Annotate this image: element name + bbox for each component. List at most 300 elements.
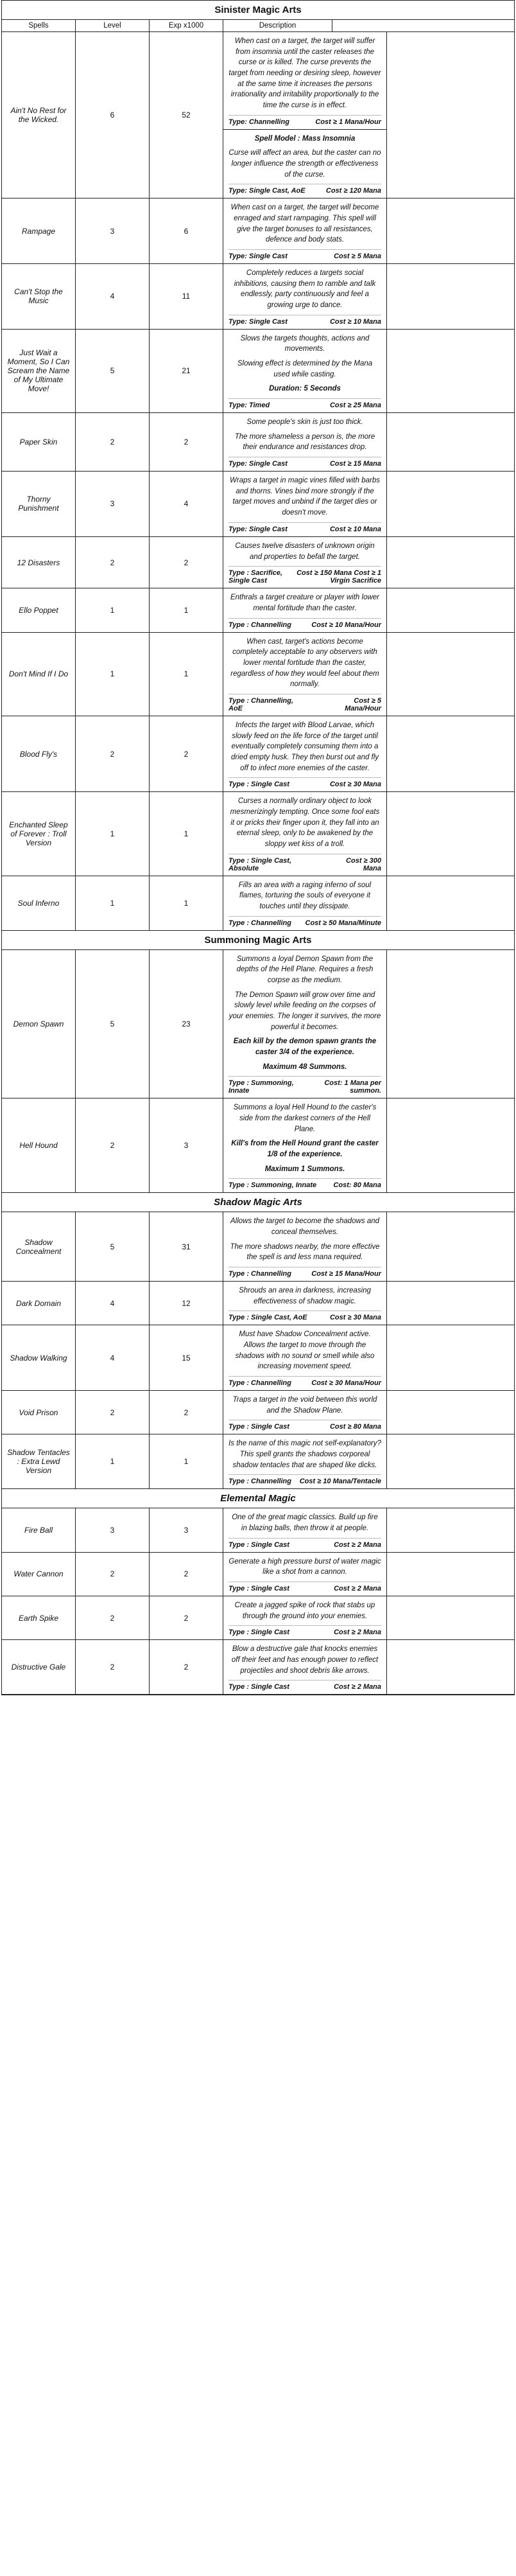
spell-exp: 23 bbox=[150, 950, 223, 1098]
spell-name: Don't Mind If I Do bbox=[2, 633, 76, 716]
spell-description bbox=[223, 1391, 387, 1434]
spell-description bbox=[223, 716, 387, 791]
spell-description bbox=[223, 1282, 387, 1325]
spell-name: Dark Domain bbox=[2, 1282, 76, 1325]
spell-row bbox=[2, 1282, 514, 1325]
spell-cost: Cost ≥ 15 Mana/Hour bbox=[311, 1270, 381, 1278]
spell-type: Type : Channelling bbox=[228, 1379, 291, 1388]
description-block bbox=[223, 716, 386, 791]
spell-level: 5 bbox=[76, 1212, 150, 1281]
row-empty-cell bbox=[387, 472, 514, 536]
spell-row bbox=[2, 1212, 514, 1282]
description-text-group bbox=[228, 541, 381, 566]
description-text-group bbox=[228, 268, 381, 315]
description-text-group bbox=[228, 1438, 381, 1474]
spell-exp: 2 bbox=[150, 716, 223, 791]
spell-type: Type: Single Cast, AoE bbox=[228, 187, 305, 195]
description-text: Kill's from the Hell Hound grant the caster 1/8 of the experience. bbox=[231, 1140, 379, 1159]
spell-meta bbox=[228, 1178, 381, 1192]
description-block bbox=[223, 1391, 386, 1434]
description-text: Blow a destructive gale that knocks enemies off their feet and has enough power to reflect projectiles and shoot debris like arrows. bbox=[231, 1645, 379, 1675]
spell-level: 1 bbox=[76, 588, 150, 631]
description-text: Generate a high pressure burst of water magic like a shot from a cannon. bbox=[228, 1557, 381, 1576]
spell-level: 5 bbox=[76, 950, 150, 1098]
spell-level: 2 bbox=[76, 1098, 150, 1192]
spell-type: Type: Single Cast bbox=[228, 525, 288, 533]
spell-level: 2 bbox=[76, 1553, 150, 1596]
description-block bbox=[223, 1282, 386, 1325]
description-text-group bbox=[228, 880, 381, 916]
header-exp: Exp x1000 bbox=[150, 20, 223, 31]
description-block bbox=[223, 950, 386, 1098]
spell-meta bbox=[228, 522, 381, 536]
description-text: Traps a target in the void between this world and the Shadow Plane. bbox=[232, 1396, 377, 1415]
description-text: Spell Model : Mass Insomnia bbox=[254, 134, 356, 143]
spell-description bbox=[223, 198, 387, 263]
spell-meta bbox=[228, 249, 381, 263]
description-text: When cast on a target, the target will become enraged and start rampaging. This spell will give the target bonuses to all resistances, defence and body stats. bbox=[230, 204, 379, 244]
section-title: Elemental Magic bbox=[2, 1489, 514, 1508]
spell-exp: 3 bbox=[150, 1098, 223, 1192]
spell-name: Void Prison bbox=[2, 1391, 76, 1434]
description-text: Summons a loyal Hell Hound to the caster's side from the darkest corners of the Hell Plane. bbox=[233, 1104, 377, 1133]
spell-name: Ello Poppet bbox=[2, 588, 76, 631]
spell-row bbox=[2, 1325, 514, 1391]
spell-type: Type : Single Cast, AoE bbox=[228, 1314, 307, 1322]
spell-meta bbox=[228, 1076, 381, 1098]
spell-exp: 3 bbox=[150, 1508, 223, 1551]
description-block bbox=[223, 1596, 386, 1639]
spell-row bbox=[2, 876, 514, 931]
spell-exp: 52 bbox=[150, 32, 223, 198]
spell-description bbox=[223, 264, 387, 329]
description-block bbox=[223, 588, 386, 631]
row-empty-cell bbox=[387, 1434, 514, 1488]
spell-exp: 2 bbox=[150, 1391, 223, 1434]
spell-type: Type : Summoning, Innate bbox=[228, 1181, 317, 1190]
spell-level: 4 bbox=[76, 1282, 150, 1325]
header-spells: Spells bbox=[2, 20, 76, 31]
description-text-group bbox=[228, 1285, 381, 1310]
spell-cost: Cost: 80 Mana bbox=[333, 1181, 381, 1190]
spell-level: 2 bbox=[76, 1596, 150, 1639]
description-block bbox=[223, 413, 386, 471]
spell-meta bbox=[228, 1376, 381, 1390]
spell-type: Type : Summoning, Innate bbox=[228, 1079, 294, 1095]
spell-description bbox=[223, 792, 387, 875]
spell-meta bbox=[228, 1538, 381, 1552]
description-text-group bbox=[228, 475, 381, 522]
spell-description bbox=[223, 1640, 387, 1694]
description-text-group bbox=[228, 36, 381, 115]
spell-meta bbox=[228, 315, 381, 329]
description-text-group bbox=[228, 1395, 381, 1420]
description-text: Enthrals a target creature or player with lower mental fortitude than the caster. bbox=[230, 594, 380, 612]
spell-row bbox=[2, 32, 514, 198]
description-text-group bbox=[228, 796, 381, 853]
description-text: When cast, target's actions become completely acceptable to any observers with lower mental fortitude than the caster, regardless of how they would feel about them normally. bbox=[230, 637, 379, 689]
spell-cost: Cost ≥ 2 Mana bbox=[334, 1540, 381, 1549]
spell-cost: Cost ≥ 10 Mana bbox=[329, 317, 381, 326]
spell-description bbox=[223, 330, 387, 412]
spell-cost: Cost ≥ 120 Mana bbox=[325, 187, 381, 195]
column-header bbox=[2, 20, 514, 32]
spell-exp: 6 bbox=[150, 198, 223, 263]
description-block bbox=[223, 1553, 386, 1596]
spell-name: Blood Fly's bbox=[2, 716, 76, 791]
spell-description bbox=[223, 537, 387, 588]
spell-row bbox=[2, 1391, 514, 1434]
spell-meta bbox=[228, 1267, 381, 1281]
description-text: Some people's skin is just too thick. bbox=[246, 418, 363, 427]
spell-description bbox=[223, 1325, 387, 1390]
description-text-group bbox=[228, 637, 381, 694]
header-empty bbox=[332, 20, 514, 31]
spell-exp: 2 bbox=[150, 537, 223, 588]
row-empty-cell bbox=[387, 1640, 514, 1694]
spell-type: Type : Channelling bbox=[228, 1270, 291, 1278]
spell-name: Shadow Walking bbox=[2, 1325, 76, 1390]
description-block bbox=[223, 1212, 386, 1281]
spell-name: Demon Spawn bbox=[2, 950, 76, 1098]
spell-name: Paper Skin bbox=[2, 413, 76, 471]
description-block bbox=[223, 198, 386, 263]
spell-name: Shadow Concealment bbox=[2, 1212, 76, 1281]
row-empty-cell bbox=[387, 413, 514, 471]
spell-cost: Cost ≥ 2 Mana bbox=[334, 1585, 381, 1593]
spell-cost: Cost ≥ 5 Mana bbox=[334, 252, 381, 261]
spell-type: Type : Single Cast, Absolute bbox=[228, 856, 292, 872]
spell-row bbox=[2, 1434, 514, 1489]
section-title: Shadow Magic Arts bbox=[2, 1193, 514, 1212]
description-text: Maximum 48 Summons. bbox=[262, 1063, 347, 1071]
row-empty-cell bbox=[387, 588, 514, 631]
spell-exp: 11 bbox=[150, 264, 223, 329]
spell-row bbox=[2, 198, 514, 264]
spell-cost: Cost ≥ 10 Mana/Hour bbox=[311, 621, 381, 629]
spell-row bbox=[2, 633, 514, 716]
spell-exp: 2 bbox=[150, 1596, 223, 1639]
description-text: Must have Shadow Concealment active. Allows the target to move through the shadows with no sound or smell while also increasing movement speed. bbox=[235, 1330, 375, 1371]
header-description: Description bbox=[223, 20, 332, 31]
spell-name: Fire Ball bbox=[2, 1508, 76, 1551]
section-title: Summoning Magic Arts bbox=[2, 931, 514, 950]
description-block bbox=[223, 1640, 386, 1694]
spell-row bbox=[2, 1596, 514, 1640]
spell-cost: Cost ≥ 2 Mana bbox=[334, 1628, 381, 1637]
spell-cost: Cost ≥ 10 Mana bbox=[329, 525, 381, 533]
spell-level: 2 bbox=[76, 716, 150, 791]
spell-description bbox=[223, 1212, 387, 1281]
description-text-group bbox=[228, 134, 381, 184]
spell-exp: 1 bbox=[150, 1434, 223, 1488]
row-empty-cell bbox=[387, 792, 514, 875]
row-empty-cell bbox=[387, 1596, 514, 1639]
row-empty-cell bbox=[387, 1325, 514, 1390]
spell-meta bbox=[228, 618, 381, 632]
description-text: The more shameless a person is, the more their endurance and resistances drop. bbox=[234, 432, 375, 452]
row-empty-cell bbox=[387, 32, 514, 198]
spell-level: 2 bbox=[76, 1640, 150, 1694]
description-text: Shrouds an area in darkness, increasing effectiveness of shadow magic. bbox=[239, 1287, 371, 1305]
spell-description bbox=[223, 876, 387, 930]
spell-cost: Cost ≥ 30 Mana/Hour bbox=[311, 1379, 381, 1388]
spell-meta bbox=[228, 115, 381, 129]
spell-description bbox=[223, 1434, 387, 1488]
spell-level: 1 bbox=[76, 876, 150, 930]
spell-type: Type : Single Cast bbox=[228, 781, 289, 789]
spell-cost: Cost ≥ 15 Mana bbox=[329, 460, 381, 468]
spell-name: Hell Hound bbox=[2, 1098, 76, 1192]
row-empty-cell bbox=[387, 330, 514, 412]
spell-level: 2 bbox=[76, 537, 150, 588]
description-text-group bbox=[228, 417, 381, 457]
spell-cost: Cost ≥ 1 Mana/Hour bbox=[315, 118, 381, 126]
spell-cost: Cost ≥ 150 Mana Cost ≥ 1 Virgin Sacrifice bbox=[297, 569, 381, 585]
spell-row bbox=[2, 1640, 514, 1695]
spell-level: 4 bbox=[76, 264, 150, 329]
spell-sheet bbox=[1, 0, 515, 1695]
spell-description bbox=[223, 1098, 387, 1192]
spell-meta bbox=[228, 1625, 381, 1639]
spell-type: Type : Channelling bbox=[228, 621, 291, 629]
description-block bbox=[223, 633, 386, 716]
description-block bbox=[223, 1434, 386, 1488]
description-text: Duration: 5 Seconds bbox=[269, 385, 341, 393]
description-text: Wraps a target in magic vines filled with barbs and thorns. Vines bind more strongly if the target moves and unbind if the target dies or doesn't move. bbox=[230, 477, 380, 517]
spell-level: 4 bbox=[76, 1325, 150, 1390]
spell-cost: Cost: 1 Mana per summon. bbox=[324, 1079, 381, 1095]
description-block bbox=[223, 264, 386, 329]
spell-cost: Cost ≥ 80 Mana bbox=[329, 1423, 381, 1431]
spell-cost: Cost ≥ 30 Mana bbox=[329, 781, 381, 789]
spell-level: 3 bbox=[76, 1508, 150, 1551]
spell-level: 1 bbox=[76, 633, 150, 716]
spell-meta bbox=[228, 1474, 381, 1488]
spell-exp: 2 bbox=[150, 413, 223, 471]
spell-level: 5 bbox=[76, 330, 150, 412]
description-block bbox=[223, 330, 386, 412]
spell-meta bbox=[228, 398, 381, 412]
spell-row bbox=[2, 1553, 514, 1596]
description-text: Allows the target to become the shadows and conceal themselves. bbox=[230, 1217, 380, 1237]
description-block bbox=[223, 537, 386, 588]
description-text: The Demon Spawn will grow over time and slowly level while feeding on the corpses of your enemies. The longer it survives, the more powerful it becomes. bbox=[228, 991, 381, 1031]
spell-level: 1 bbox=[76, 792, 150, 875]
description-block bbox=[223, 1098, 386, 1192]
spell-row bbox=[2, 792, 514, 876]
row-empty-cell bbox=[387, 1553, 514, 1596]
description-text: When cast on a target, the target will suffer from insomnia until the caster releases the curse or is killed. The curse prevents the target from needing or desiring sleep, however at the same time it increases the persons irrationality and irritability proportionally to the time the curse is in effect. bbox=[228, 37, 381, 110]
spell-meta bbox=[228, 1420, 381, 1434]
description-block bbox=[223, 1325, 386, 1390]
description-text: Curse will affect an area, but the caster can no longer influence the strength or effectiveness of the curse. bbox=[228, 149, 381, 179]
spell-name: Can't Stop the Music bbox=[2, 264, 76, 329]
description-text-group bbox=[228, 592, 381, 617]
spell-level: 2 bbox=[76, 1391, 150, 1434]
row-empty-cell bbox=[387, 264, 514, 329]
description-block bbox=[223, 472, 386, 536]
spell-meta bbox=[228, 1582, 381, 1596]
spell-type: Type: Single Cast bbox=[228, 252, 288, 261]
spell-cost: Cost ≥ 25 Mana bbox=[329, 401, 381, 410]
description-text: Create a jagged spike of rock that stabs up through the ground into your enemies. bbox=[234, 1601, 375, 1620]
description-text-group bbox=[228, 333, 381, 398]
spell-meta bbox=[228, 1310, 381, 1325]
description-text-group bbox=[228, 954, 381, 1077]
description-block bbox=[223, 129, 386, 198]
description-text-group bbox=[228, 720, 381, 777]
spell-exp: 2 bbox=[150, 1640, 223, 1694]
spell-cost: Cost ≥ 30 Mana bbox=[329, 1314, 381, 1322]
spell-meta bbox=[228, 184, 381, 198]
spell-name: Enchanted Sleep of Forever : Troll Version bbox=[2, 792, 76, 875]
row-empty-cell bbox=[387, 876, 514, 930]
spell-meta bbox=[228, 457, 381, 471]
spell-row bbox=[2, 588, 514, 632]
row-empty-cell bbox=[387, 1098, 514, 1192]
spell-exp: 1 bbox=[150, 633, 223, 716]
description-text-group bbox=[228, 1512, 381, 1537]
spell-description bbox=[223, 588, 387, 631]
spell-name: Shadow Tentacles : Extra Lewd Version bbox=[2, 1434, 76, 1488]
row-empty-cell bbox=[387, 1212, 514, 1281]
header-level: Level bbox=[76, 20, 150, 31]
spell-cost: Cost ≥ 10 Mana/Tentacle bbox=[299, 1478, 381, 1486]
description-text-group bbox=[228, 1102, 381, 1178]
spell-exp: 31 bbox=[150, 1212, 223, 1281]
spell-type: Type: Channelling bbox=[228, 118, 289, 126]
spell-name: Water Cannon bbox=[2, 1553, 76, 1596]
spell-exp: 2 bbox=[150, 1553, 223, 1596]
spell-name: 12 Disasters bbox=[2, 537, 76, 588]
row-empty-cell bbox=[387, 1508, 514, 1551]
spell-exp: 4 bbox=[150, 472, 223, 536]
description-text: Slowing effect is determined by the Mana used while casting. bbox=[237, 360, 373, 378]
description-text-group bbox=[228, 1557, 381, 1582]
spell-level: 1 bbox=[76, 1434, 150, 1488]
spell-description bbox=[223, 950, 387, 1098]
row-empty-cell bbox=[387, 198, 514, 263]
description-block bbox=[223, 792, 386, 875]
spell-description bbox=[223, 472, 387, 536]
spell-meta bbox=[228, 694, 381, 716]
spell-name: Ain't No Rest for the Wicked. bbox=[2, 32, 76, 198]
description-text-group bbox=[228, 1644, 381, 1680]
spell-type: Type : Channelling, AoE bbox=[228, 696, 294, 712]
spell-exp: 21 bbox=[150, 330, 223, 412]
spell-level: 3 bbox=[76, 198, 150, 263]
spell-type: Type : Channelling bbox=[228, 919, 291, 927]
spell-type: Type: Timed bbox=[228, 401, 270, 410]
description-text: Fills an area with a raging inferno of soul flames, torturing the souls of everyone it touches until they dissipate. bbox=[238, 881, 372, 910]
spell-name: Earth Spike bbox=[2, 1596, 76, 1639]
spell-meta bbox=[228, 916, 381, 930]
description-text: Summons a loyal Demon Spawn from the depths of the Hell Plane. Requires a fresh corpse as the medium. bbox=[236, 955, 374, 984]
description-text-group bbox=[228, 1216, 381, 1267]
spell-level: 6 bbox=[76, 32, 150, 198]
description-text: Curses a normally ordinary object to look mesmerizingly tempting. Once some fool eats it or pricks their finger upon it, they fall into an eternal sleep, only to be awakened by the sloppy wet kiss of a troll. bbox=[230, 797, 380, 848]
description-text: Is the name of this magic not self-explanatory? This spell grants the shadows corporeal shadow tentacles that are shaped like dicks. bbox=[228, 1440, 381, 1469]
spell-name: Thorny Punishment bbox=[2, 472, 76, 536]
description-text: Each kill by the demon spawn grants the caster 3/4 of the experience. bbox=[233, 1037, 377, 1056]
spell-cost: Cost ≥ 2 Mana bbox=[334, 1683, 381, 1691]
spell-meta bbox=[228, 777, 381, 791]
spell-name: Just Wait a Moment, So I Can Scream the Name of My Ultimate Move! bbox=[2, 330, 76, 412]
spell-exp: 1 bbox=[150, 588, 223, 631]
description-text: Infects the target with Blood Larvae, which slowly feed on the life force of the target until eventually completely consuming them into a dried empty husk. They then burst out and fly off to infect more enemies of the caster. bbox=[230, 721, 379, 772]
spell-row bbox=[2, 716, 514, 792]
spell-exp: 1 bbox=[150, 792, 223, 875]
spell-cost: Cost ≥ 50 Mana/Minute bbox=[305, 919, 381, 927]
row-empty-cell bbox=[387, 1391, 514, 1434]
spell-type: Type : Single Cast bbox=[228, 1628, 289, 1637]
spell-meta bbox=[228, 854, 381, 876]
spell-type: Type : Single Cast bbox=[228, 1683, 289, 1691]
spell-row bbox=[2, 264, 514, 330]
spell-description bbox=[223, 1596, 387, 1639]
row-empty-cell bbox=[387, 950, 514, 1098]
spell-type: Type : Single Cast bbox=[228, 1423, 289, 1431]
description-block bbox=[223, 1508, 386, 1551]
description-text: The more shadows nearby, the more effective the spell is and less mana required. bbox=[230, 1242, 380, 1262]
description-block bbox=[223, 32, 386, 129]
row-empty-cell bbox=[387, 537, 514, 588]
spell-description bbox=[223, 32, 387, 198]
spell-name: Soul Inferno bbox=[2, 876, 76, 930]
spell-row bbox=[2, 537, 514, 588]
description-text: Maximum 1 Summons. bbox=[264, 1165, 345, 1173]
spell-row bbox=[2, 950, 514, 1099]
spell-type: Type: Single Cast bbox=[228, 460, 288, 468]
spell-cost: Cost ≥ 300 Mana bbox=[346, 856, 381, 872]
spell-name: Distructive Gale bbox=[2, 1640, 76, 1694]
section-title: Sinister Magic Arts bbox=[2, 1, 514, 20]
spell-description bbox=[223, 1553, 387, 1596]
spell-exp: 12 bbox=[150, 1282, 223, 1325]
spell-exp: 15 bbox=[150, 1325, 223, 1390]
spell-type: Type : Sacrifice, Single Cast bbox=[228, 569, 282, 585]
spell-description bbox=[223, 633, 387, 716]
spell-meta bbox=[228, 566, 381, 588]
spell-row bbox=[2, 472, 514, 537]
spell-row bbox=[2, 1098, 514, 1193]
spell-exp: 1 bbox=[150, 876, 223, 930]
spell-type: Type : Single Cast bbox=[228, 1585, 289, 1593]
spell-name: Rampage bbox=[2, 198, 76, 263]
description-block bbox=[223, 876, 386, 930]
description-text: One of the great magic classics. Build up fire in blazing balls, then throw it at people. bbox=[232, 1513, 378, 1533]
spell-level: 2 bbox=[76, 413, 150, 471]
description-text: Causes twelve disasters of unknown origin and properties to befall the target. bbox=[235, 542, 375, 561]
description-text: Completely reduces a targets social inhibitions, causing them to ramble and talk endlessly, party continuously and feel a growing urge to dance. bbox=[234, 269, 376, 310]
spell-description bbox=[223, 413, 387, 471]
row-empty-cell bbox=[387, 633, 514, 716]
spell-type: Type : Channelling bbox=[228, 1478, 291, 1486]
row-empty-cell bbox=[387, 1282, 514, 1325]
spell-row bbox=[2, 330, 514, 413]
spell-row bbox=[2, 1508, 514, 1552]
row-empty-cell bbox=[387, 716, 514, 791]
description-text-group bbox=[228, 1329, 381, 1376]
description-text-group bbox=[228, 202, 381, 249]
spell-level: 3 bbox=[76, 472, 150, 536]
spell-type: Type : Single Cast bbox=[228, 1540, 289, 1549]
spell-type: Type: Single Cast bbox=[228, 317, 288, 326]
spell-row bbox=[2, 413, 514, 472]
spell-meta bbox=[228, 1680, 381, 1694]
description-text-group bbox=[228, 1600, 381, 1625]
